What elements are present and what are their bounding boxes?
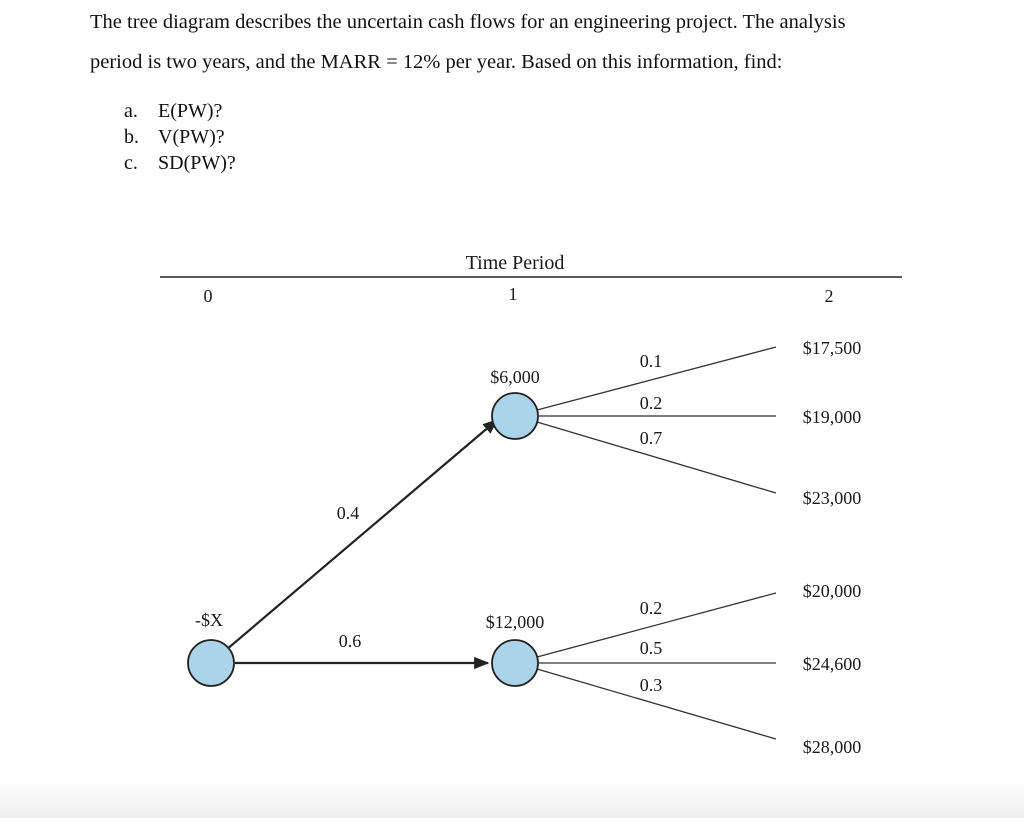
period-label-0: 0	[203, 286, 213, 306]
prob-upper-1: 0.1	[639, 351, 663, 371]
root-cash-flow-label: -$X	[195, 610, 223, 630]
prob-lower-branch: 0.6	[338, 631, 362, 651]
lower-cash-flow-label: $12,000	[485, 612, 545, 632]
question-letter: b.	[124, 126, 139, 148]
problem-line-1: The tree diagram describes the uncertain cash flows for an engineering project. The analysis	[90, 11, 846, 33]
terminal-cash-flow: $17,500	[802, 338, 862, 358]
problem-line-2: period is two years, and the MARR = 12% per year. Based on this information, find:	[90, 51, 783, 73]
terminal-cash-flow: $28,000	[802, 737, 862, 757]
question-letter: a.	[124, 100, 138, 122]
terminal-cash-flow: $23,000	[802, 488, 862, 508]
period-label-1: 1	[508, 284, 518, 304]
prob-upper-3: 0.7	[639, 428, 663, 448]
lower-chance-node	[492, 640, 538, 686]
question-text: SD(PW)?	[158, 152, 236, 174]
question-text: E(PW)?	[158, 100, 223, 122]
question-letter: c.	[124, 152, 138, 174]
upper-chance-node	[492, 393, 538, 439]
prob-lower-1: 0.2	[639, 598, 663, 618]
terminal-cash-flow: $20,000	[802, 581, 862, 601]
page-bottom-shade	[0, 780, 1024, 818]
question-text: V(PW)?	[158, 126, 225, 148]
prob-lower-3: 0.3	[639, 675, 663, 695]
terminal-cash-flow: $24,600	[802, 654, 862, 674]
prob-upper-2: 0.2	[639, 393, 663, 413]
prob-lower-2: 0.5	[639, 638, 663, 658]
branch-root-to-upper	[226, 420, 497, 650]
terminal-cash-flow: $19,000	[802, 407, 862, 427]
upper-cash-flow-label: $6,000	[490, 367, 540, 387]
period-label-2: 2	[824, 286, 834, 306]
prob-upper-branch: 0.4	[336, 503, 360, 523]
time-period-header: Time Period	[465, 252, 565, 274]
root-node	[188, 640, 234, 686]
